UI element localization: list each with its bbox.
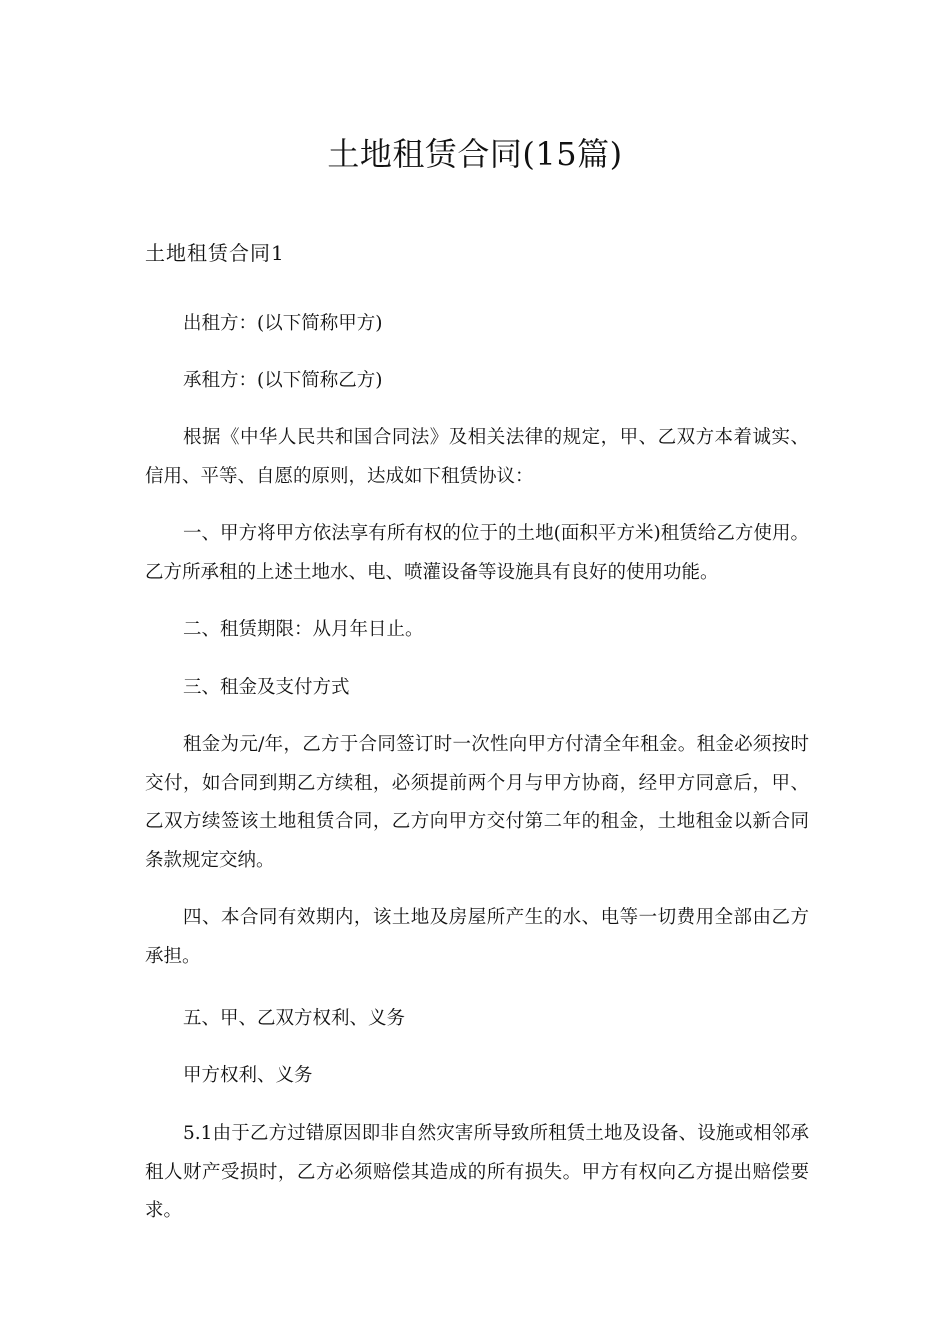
section-heading: 土地租赁合同1	[145, 241, 285, 265]
clause-5-1-paragraph: 5.1由于乙方过错原因即非自然灾害所导致所租赁土地及设备、设施或相邻承租人财产受损时，乙方必须赔偿其造成的所有损失。甲方有权向乙方提出赔偿要求。	[145, 1123, 809, 1221]
preamble-paragraph: 根据《中华人民共和国合同法》及相关法律的规定，甲、乙双方本着诚实、信用、平等、自愿的原则，达成如下租赁协议：	[145, 427, 809, 487]
document-title: 土地租赁合同(15篇)	[327, 135, 623, 173]
lessee-line: 承租方：(以下简称乙方)	[183, 370, 383, 391]
clause-1-paragraph: 一、甲方将甲方依法享有所有权的位于的土地(面积平方米)租赁给乙方使用。乙方所承租的上述土地水、电、喷灌设备等设施具有良好的使用功能。	[145, 523, 809, 583]
lessor-line: 出租方：(以下简称甲方)	[183, 313, 383, 334]
party-a-rights-heading: 甲方权利、义务	[183, 1065, 313, 1086]
clause-3-heading: 三、租金及支付方式	[183, 677, 350, 698]
rent-payment-paragraph: 租金为元/年，乙方于合同签订时一次性向甲方付清全年租金。租金必须按时交付，如合同到期乙方续租，必须提前两个月与甲方协商，经甲方同意后，甲、乙双方续签该土地租赁合同，乙方向甲方交付第二年的租金，土地租金以新合同条款规定交纳。	[145, 734, 809, 871]
clause-5-heading: 五、甲、乙双方权利、义务	[183, 1008, 406, 1029]
clause-2-paragraph: 二、租赁期限：从月年日止。	[183, 619, 424, 640]
clause-4-paragraph: 四、本合同有效期内，该土地及房屋所产生的水、电等一切费用全部由乙方承担。	[145, 907, 809, 967]
